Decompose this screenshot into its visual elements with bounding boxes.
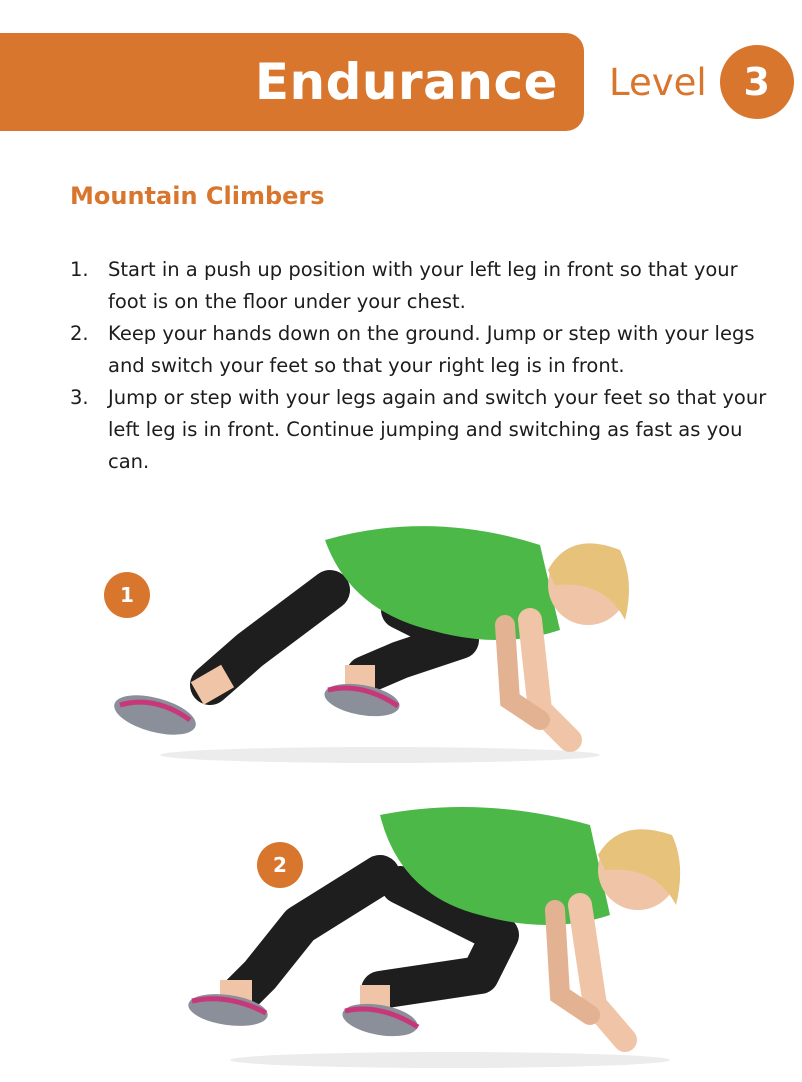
- photo-badge: 1: [104, 572, 150, 618]
- exercise-title: Mountain Climbers: [70, 182, 325, 210]
- step-number: 1.: [70, 258, 89, 281]
- step-number: 3.: [70, 386, 89, 409]
- exercise-photo-2: [180, 795, 710, 1075]
- header-bar: [0, 33, 584, 131]
- step-number: 2.: [70, 322, 89, 345]
- photo-badge: 2: [257, 842, 303, 888]
- step-text: Keep your hands down on the ground. Jump or step with your legs and switch your feet so that your right leg is in front.: [108, 322, 755, 377]
- instruction-step: [70, 382, 770, 478]
- step-text: Start in a push up position with your left leg in front so that your foot is on the floor under your chest.: [108, 258, 738, 313]
- level-indicator: [609, 45, 794, 119]
- instruction-step: [70, 318, 770, 382]
- level-number-badge: 3: [720, 45, 794, 119]
- instruction-list: [70, 254, 770, 478]
- exercise-photo-1: [100, 500, 660, 780]
- instruction-step: [70, 254, 770, 318]
- level-label: Level: [609, 60, 707, 104]
- section-title: Endurance: [254, 53, 558, 111]
- step-text: Jump or step with your legs again and switch your feet so that your left leg is in front. Continue jumping and switching as fast as you can.: [108, 386, 767, 473]
